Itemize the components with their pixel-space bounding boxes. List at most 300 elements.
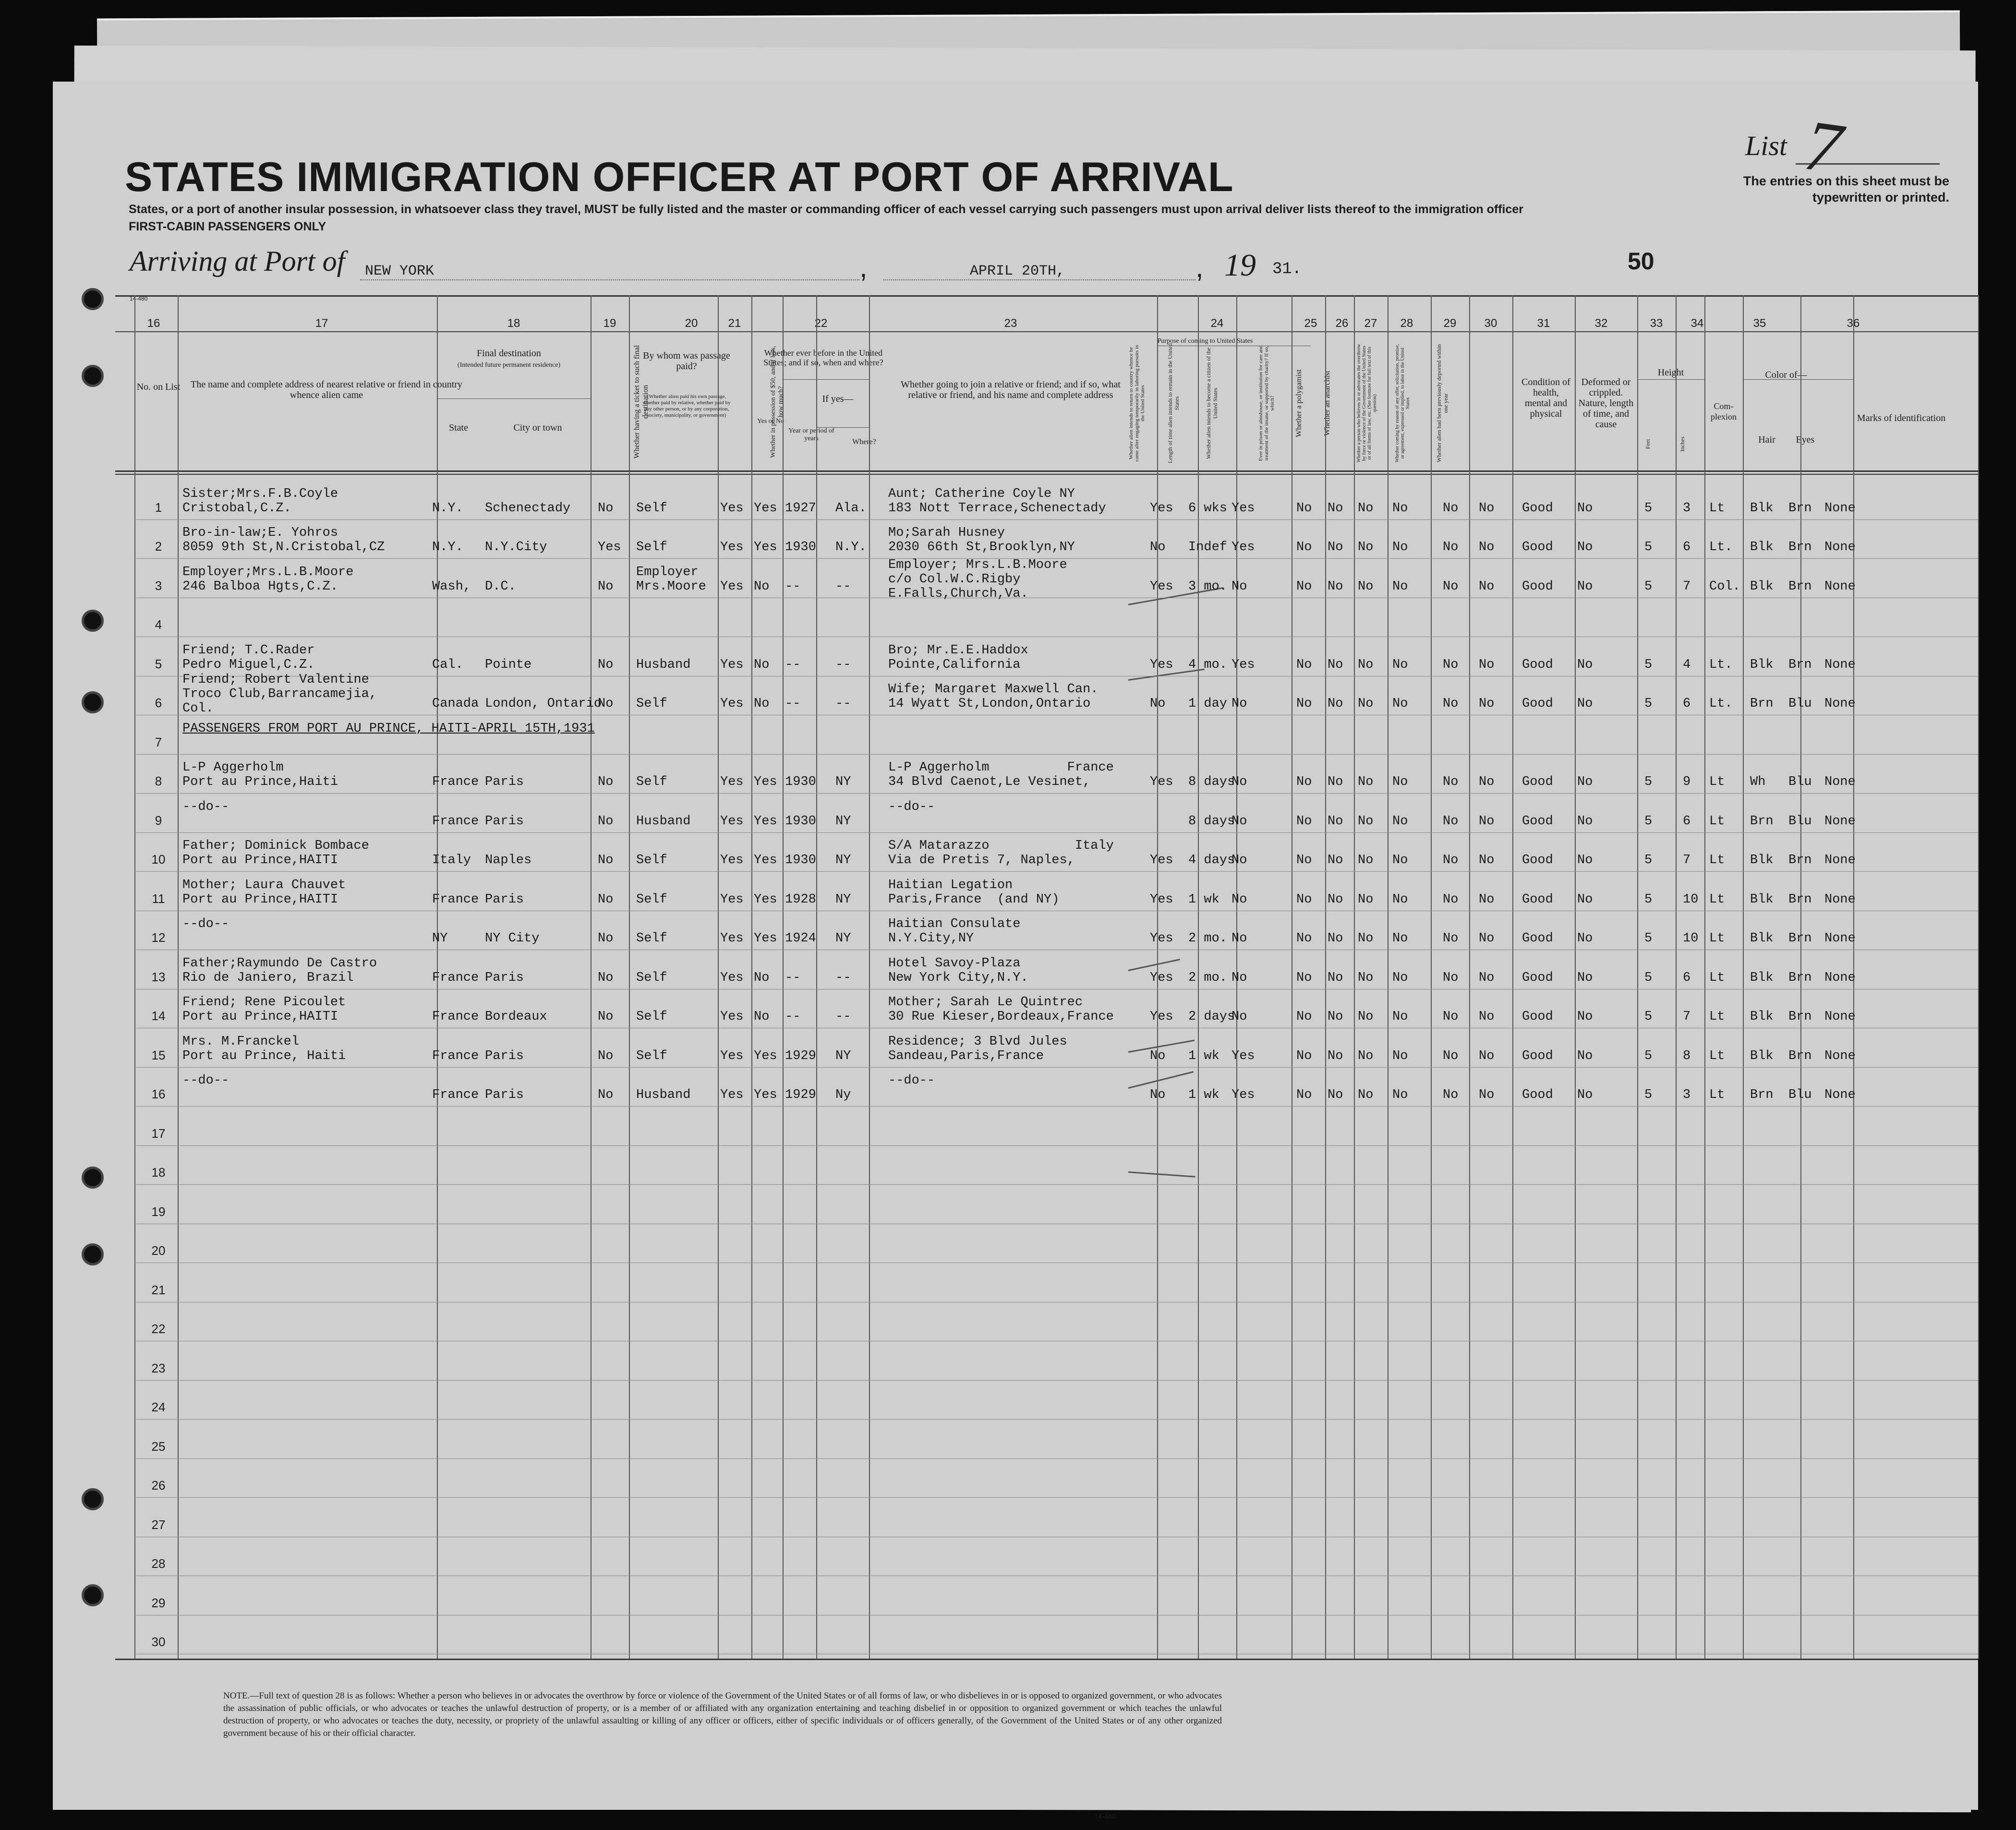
cell-feet: 5 bbox=[1644, 931, 1653, 946]
cell-q28: No bbox=[1392, 697, 1408, 711]
column-rule bbox=[178, 295, 179, 1659]
cell-q27: No bbox=[1358, 853, 1374, 867]
cell-inches: 3 bbox=[1683, 1088, 1691, 1102]
cell-join: Sandeau,Paris,France bbox=[888, 1048, 1044, 1063]
cell-q25: No bbox=[1296, 970, 1312, 985]
cell-where: Ny bbox=[835, 1088, 851, 1102]
column-rule bbox=[751, 295, 752, 1659]
column-rule bbox=[1637, 295, 1638, 1659]
cell-p1: Yes bbox=[1150, 657, 1173, 672]
row-rule bbox=[134, 871, 1978, 872]
row-number: 10 bbox=[151, 852, 166, 867]
cell-p2: 1 wk bbox=[1188, 1048, 1219, 1063]
header-passage-paid-note: (Whether alien paid his own passage, whether paid by relative, whether paid by any other person, or by any corporation, society, municipality, or government) bbox=[642, 394, 731, 418]
column-rule bbox=[1325, 295, 1326, 1659]
cell-q30: No bbox=[1479, 579, 1495, 594]
cell-q25: No bbox=[1296, 540, 1312, 554]
cell-q30: No bbox=[1479, 1088, 1495, 1102]
cell-q25: No bbox=[1296, 1088, 1312, 1102]
cell-p50: Yes bbox=[720, 931, 744, 946]
row-number: 18 bbox=[151, 1165, 166, 1180]
cell-q26: No bbox=[1328, 853, 1343, 867]
cell-p50: Yes bbox=[720, 1088, 744, 1102]
cell-ever: No bbox=[754, 579, 770, 594]
header-bottom-rule bbox=[115, 474, 1978, 475]
row-number: 6 bbox=[155, 696, 162, 710]
cell-p3: No bbox=[1231, 853, 1247, 867]
cell-health: Good bbox=[1522, 1048, 1553, 1063]
cell-year: -- bbox=[785, 579, 801, 594]
cell-q25: No bbox=[1296, 579, 1312, 594]
cell-paid: Husband bbox=[636, 814, 691, 829]
date-underline bbox=[883, 279, 1195, 280]
cell-q29: No bbox=[1443, 657, 1459, 672]
cell-marks: None bbox=[1824, 657, 1856, 672]
header-feet: Feet bbox=[1644, 439, 1651, 449]
cell-p2: 4 days bbox=[1188, 853, 1235, 867]
cell-q30: No bbox=[1479, 775, 1495, 789]
cell-q26: No bbox=[1328, 579, 1343, 594]
relative-address: Bro-in-law;E. Yohros bbox=[182, 526, 338, 540]
column-number: 24 bbox=[1210, 317, 1224, 330]
row-rule bbox=[134, 1106, 1978, 1107]
cell-p1: No bbox=[1150, 1048, 1166, 1063]
cell-inches: 4 bbox=[1683, 657, 1691, 672]
row-number: 23 bbox=[151, 1360, 166, 1375]
cell-ticket: No bbox=[598, 1088, 614, 1102]
cell-feet: 5 bbox=[1644, 657, 1653, 672]
cell-p3: Yes bbox=[1231, 657, 1255, 672]
cell-p3: No bbox=[1231, 697, 1247, 711]
cell-p3: No bbox=[1231, 775, 1247, 789]
cell-q29: No bbox=[1443, 1010, 1459, 1024]
cell-marks: None bbox=[1824, 775, 1856, 789]
cell-p1: No bbox=[1150, 540, 1166, 554]
cell-health: Good bbox=[1522, 501, 1553, 516]
row-number: 7 bbox=[155, 734, 162, 749]
cell-city: London, Ontario bbox=[485, 697, 602, 711]
cell-hair: Brn bbox=[1750, 697, 1774, 711]
cell-q27: No bbox=[1358, 1010, 1374, 1024]
cell-year: -- bbox=[785, 970, 801, 985]
footnote-question-28: NOTE.—Full text of question 28 is as follows: Whether a person who believes in or advocates the overthrow by force or violence of the Government of the United States or of all forms of law, or who disbelieves in or is opposed to organized government, or who advocates the assassination of public officials, or who advocates or teaches the unlawful destruction of property, or is a member of or affiliated with any organization entertaining and teaching disbelief in or opposition to organized government or which teaches the unlawful destruction of property, or who advocates or teaches the duty, necessity, or propriety of the unlawful assaulting or killing of any officer or officers, either of specific individuals or of officers generally, of the Government of the United States or of any other organized government because of his or their official character. bbox=[223, 1691, 1222, 1738]
cell-city: Paris bbox=[485, 1048, 524, 1063]
cell-q30: No bbox=[1479, 657, 1495, 672]
column-number: 25 bbox=[1304, 317, 1317, 330]
cell-ever: No bbox=[754, 697, 770, 711]
cell-q30: No bbox=[1479, 892, 1495, 907]
header-purpose-sub1: Whether alien intends to return to country whence he came after engaging temporarily in laboring pursuits in the United States bbox=[1128, 345, 1146, 462]
cell-q27: No bbox=[1358, 970, 1374, 985]
cell-q28: No bbox=[1392, 540, 1408, 554]
cell-state: NY bbox=[432, 931, 448, 946]
cell-state: France bbox=[432, 814, 479, 829]
relative-address: Port au Prince, Haiti bbox=[182, 1048, 346, 1063]
cell-p3: Yes bbox=[1231, 540, 1255, 554]
row-number: 9 bbox=[155, 813, 162, 828]
cell-ever: No bbox=[754, 970, 770, 985]
cell-p3: No bbox=[1231, 814, 1247, 829]
header-city: City or town bbox=[513, 422, 562, 433]
punch-hole bbox=[82, 1584, 104, 1606]
row-number: 4 bbox=[155, 617, 162, 632]
cell-p50: Yes bbox=[720, 814, 744, 829]
cell-complexion: Col. bbox=[1709, 579, 1740, 594]
column-number: 18 bbox=[507, 317, 520, 330]
header-marks: Marks of identification bbox=[1857, 413, 1946, 423]
cell-paid: Self bbox=[636, 1010, 667, 1024]
cell-city: Paris bbox=[485, 892, 524, 907]
cell-health: Good bbox=[1522, 1010, 1553, 1024]
cell-marks: None bbox=[1824, 814, 1856, 829]
cell-complexion: Lt bbox=[1709, 775, 1725, 789]
cell-feet: 5 bbox=[1644, 853, 1653, 867]
port-underline bbox=[360, 279, 859, 280]
cell-q25: No bbox=[1296, 775, 1312, 789]
cell-deformed: No bbox=[1577, 1048, 1593, 1063]
cell-q29: No bbox=[1443, 775, 1459, 789]
cell-p50: Yes bbox=[720, 697, 744, 711]
cell-q25: No bbox=[1296, 1010, 1312, 1024]
relative-address: L-P Aggerholm bbox=[182, 760, 284, 775]
row-number: 30 bbox=[151, 1635, 166, 1649]
manifest-sheet bbox=[53, 82, 1978, 1820]
cell-q30: No bbox=[1479, 540, 1495, 554]
row-number: 26 bbox=[151, 1478, 166, 1493]
cell-p2: 8 days bbox=[1188, 814, 1235, 829]
cell-inches: 10 bbox=[1683, 892, 1699, 907]
row-number: 8 bbox=[155, 774, 162, 788]
cell-year: 1930 bbox=[785, 814, 816, 829]
header-anarchist: Whether an anarchist bbox=[1323, 371, 1331, 436]
row-number: 13 bbox=[151, 969, 166, 984]
row-number: 12 bbox=[151, 930, 166, 945]
cell-year: 1928 bbox=[785, 892, 816, 907]
cell-join: 14 Wyatt St,London,Ontario bbox=[888, 697, 1091, 711]
cell-p2: 2 mo. bbox=[1188, 970, 1228, 985]
cell-eyes: Brn bbox=[1788, 501, 1812, 516]
cell-p2: 2 mo. bbox=[1188, 931, 1228, 946]
column-rule bbox=[1354, 295, 1355, 1659]
row-number: 11 bbox=[152, 891, 165, 906]
row-number: 2 bbox=[155, 539, 162, 554]
cell-ever: Yes bbox=[754, 931, 777, 946]
page-number: 50 bbox=[1628, 248, 1654, 275]
cell-q29: No bbox=[1443, 501, 1459, 516]
cell-p50: Yes bbox=[720, 579, 744, 594]
cell-paid: Self bbox=[636, 540, 667, 554]
cell-inches: 8 bbox=[1683, 1048, 1691, 1063]
column-number-rule bbox=[115, 331, 1978, 332]
cell-hair: Brn bbox=[1750, 814, 1774, 829]
cell-feet: 5 bbox=[1644, 501, 1653, 516]
cell-q30: No bbox=[1479, 1010, 1495, 1024]
cell-q28: No bbox=[1392, 501, 1408, 516]
cell-city: D.C. bbox=[485, 579, 516, 594]
punch-hole bbox=[82, 610, 104, 632]
cell-where: -- bbox=[835, 579, 851, 594]
cell-join: Via de Pretis 7, Naples, bbox=[888, 853, 1075, 867]
cell-complexion: Lt bbox=[1709, 814, 1725, 829]
cell-p50: Yes bbox=[720, 970, 744, 985]
cell-q28: No bbox=[1392, 931, 1408, 946]
row-number: 25 bbox=[151, 1439, 166, 1454]
column-number: 34 bbox=[1690, 317, 1704, 330]
header-q25: Ever in prison or almshouse, or institution for care and treatment of the insane, or supported by charity? If so, which? bbox=[1258, 345, 1275, 461]
cell-ever: Yes bbox=[754, 853, 777, 867]
cell-p2: 8 days bbox=[1188, 775, 1235, 789]
cell-deformed: No bbox=[1577, 853, 1593, 867]
cell-p3: No bbox=[1231, 931, 1247, 946]
cell-join: Haitian Consulate bbox=[888, 917, 1021, 931]
cell-q25: No bbox=[1296, 931, 1312, 946]
list-label: List bbox=[1745, 130, 1787, 161]
relative-address: Pedro Miguel,C.Z. bbox=[182, 657, 315, 672]
cell-p50: Yes bbox=[720, 540, 744, 554]
cell-q26: No bbox=[1328, 775, 1343, 789]
cell-eyes: Blu bbox=[1788, 1088, 1812, 1102]
cell-marks: None bbox=[1824, 1048, 1856, 1063]
cell-eyes: Blu bbox=[1788, 697, 1812, 711]
header-complexion: Com-plexion bbox=[1711, 401, 1737, 421]
cell-health: Good bbox=[1522, 657, 1553, 672]
cell-p50: Yes bbox=[720, 853, 744, 867]
row-number: 5 bbox=[155, 656, 162, 671]
punch-hole bbox=[82, 1488, 104, 1510]
column-rule bbox=[591, 295, 592, 1659]
cell-q29: No bbox=[1443, 970, 1459, 985]
column-rule bbox=[134, 295, 135, 1659]
cell-state: Italy bbox=[432, 853, 471, 867]
cell-where: -- bbox=[835, 657, 851, 672]
cell-complexion: Lt. bbox=[1709, 697, 1733, 711]
cell-feet: 5 bbox=[1644, 1010, 1653, 1024]
column-rule bbox=[1469, 295, 1470, 1659]
cell-where: Ala. bbox=[835, 501, 867, 516]
cell-q29: No bbox=[1443, 892, 1459, 907]
cell-feet: 5 bbox=[1644, 540, 1653, 554]
cell-marks: None bbox=[1824, 579, 1856, 594]
cell-deformed: No bbox=[1577, 1010, 1593, 1024]
cell-ticket: No bbox=[598, 892, 614, 907]
cell-where: NY bbox=[835, 1048, 851, 1063]
cell-q28: No bbox=[1392, 853, 1408, 867]
cell-q25: No bbox=[1296, 1048, 1312, 1063]
cell-year: 1930 bbox=[785, 775, 816, 789]
cell-deformed: No bbox=[1577, 540, 1593, 554]
header-if-yes: If yes— bbox=[822, 394, 854, 404]
cell-deformed: No bbox=[1577, 931, 1593, 946]
cell-marks: None bbox=[1824, 697, 1856, 711]
column-rule bbox=[816, 295, 817, 1659]
cell-ticket: No bbox=[598, 1048, 614, 1063]
punch-hole bbox=[82, 1167, 104, 1189]
cell-where: -- bbox=[835, 970, 851, 985]
relative-address: Father;Raymundo De Castro bbox=[182, 956, 377, 971]
cell-ever: Yes bbox=[754, 892, 777, 907]
cell-q25: No bbox=[1296, 501, 1312, 516]
relative-address: Father; Dominick Bombace bbox=[182, 839, 369, 853]
subheader-rule bbox=[437, 398, 591, 399]
cell-q28: No bbox=[1392, 1088, 1408, 1102]
cell-health: Good bbox=[1522, 853, 1553, 867]
cell-join: 34 Blvd Caenot,Le Vesinet, bbox=[888, 775, 1091, 789]
cell-p1: Yes bbox=[1150, 892, 1173, 907]
row-rule bbox=[134, 1145, 1978, 1146]
form-code: 14-480 bbox=[1095, 1812, 1116, 1820]
cell-where: N.Y. bbox=[835, 540, 867, 554]
row-number: 28 bbox=[151, 1556, 166, 1571]
cell-eyes: Blu bbox=[1788, 775, 1812, 789]
cell-q25: No bbox=[1296, 657, 1312, 672]
column-rule bbox=[629, 295, 630, 1659]
column-rule bbox=[869, 379, 870, 470]
cell-join: 2030 66th St,Brooklyn,NY bbox=[888, 540, 1075, 554]
form-code: 14-480 bbox=[130, 295, 148, 302]
cell-feet: 5 bbox=[1644, 1088, 1653, 1102]
pencil-check-mark bbox=[1128, 1071, 1194, 1089]
cell-p2: Indef bbox=[1188, 540, 1228, 554]
cell-q29: No bbox=[1443, 579, 1459, 594]
column-rule bbox=[816, 379, 817, 470]
cell-year: 1930 bbox=[785, 540, 816, 554]
cell-paid: Employer bbox=[636, 565, 699, 579]
relative-address: 8059 9th St,N.Cristobal,CZ bbox=[182, 540, 385, 554]
row-number: 17 bbox=[151, 1126, 166, 1141]
cell-complexion: Lt bbox=[1709, 931, 1725, 946]
relative-address: Troco Club,Barrancamejia, bbox=[182, 687, 377, 701]
cell-hair: Brn bbox=[1750, 1088, 1774, 1102]
relative-address: Port au Prince,HAITI bbox=[182, 1010, 338, 1024]
cell-p1: Yes bbox=[1150, 931, 1173, 946]
cell-ticket: No bbox=[598, 970, 614, 985]
cell-city: Bordeaux bbox=[485, 1010, 547, 1024]
arriving-label: Arriving at Port of bbox=[130, 245, 345, 277]
header-ever-before: Whether ever before in the United States; and if so, when and where? bbox=[763, 348, 883, 367]
cell-feet: 5 bbox=[1644, 579, 1653, 594]
cell-q28: No bbox=[1392, 892, 1408, 907]
relative-address: Employer;Mrs.L.B.Moore bbox=[182, 565, 354, 579]
cell-paid: Self bbox=[636, 1048, 667, 1063]
cell-q30: No bbox=[1479, 931, 1495, 946]
cell-ticket: Yes bbox=[598, 540, 621, 554]
cell-p2: 6 wks bbox=[1188, 501, 1228, 516]
year-prefix: 19 bbox=[1224, 248, 1256, 283]
cell-q29: No bbox=[1443, 931, 1459, 946]
cell-inches: 6 bbox=[1683, 970, 1691, 985]
cell-hair: Blk bbox=[1750, 540, 1774, 554]
row-number: 14 bbox=[151, 1009, 166, 1023]
header-q29: Whether coming by reason of any offer, solicitation, promise, or agreement, expressed or implied, to labor in the United States bbox=[1395, 344, 1411, 463]
cell-q26: No bbox=[1328, 970, 1343, 985]
cell-complexion: Lt bbox=[1709, 853, 1725, 867]
cell-p2: 3 mo. bbox=[1188, 579, 1228, 594]
cell-q30: No bbox=[1479, 814, 1495, 829]
column-number: 31 bbox=[1537, 317, 1550, 330]
relative-address: Friend; T.C.Rader bbox=[182, 643, 315, 658]
cell-city: Paris bbox=[485, 814, 524, 829]
relative-address: Port au Prince,HAITI bbox=[182, 853, 338, 867]
cell-q30: No bbox=[1479, 970, 1495, 985]
subheader-rule bbox=[1743, 379, 1853, 380]
header-rule bbox=[115, 295, 1978, 297]
cell-complexion: Lt bbox=[1709, 970, 1725, 985]
cell-p50: Yes bbox=[720, 501, 744, 516]
row-number: 22 bbox=[151, 1322, 166, 1336]
cell-p3: No bbox=[1231, 1010, 1247, 1024]
punch-hole bbox=[82, 365, 104, 387]
cell-join: c/o Col.W.C.Rigby bbox=[888, 572, 1021, 587]
punch-hole bbox=[82, 1243, 104, 1265]
cell-eyes: Brn bbox=[1788, 540, 1812, 554]
header-ticket: Whether having a ticket to such final destination bbox=[633, 345, 650, 459]
cell-hair: Blk bbox=[1750, 892, 1774, 907]
row-rule bbox=[134, 793, 1978, 794]
cell-city: Paris bbox=[485, 1088, 524, 1102]
column-number: 28 bbox=[1400, 317, 1413, 330]
cell-q26: No bbox=[1328, 814, 1343, 829]
row-number: 16 bbox=[151, 1087, 166, 1101]
header-state: State bbox=[449, 422, 468, 433]
row-rule bbox=[134, 519, 1978, 520]
cell-complexion: Lt bbox=[1709, 892, 1725, 907]
relative-address: --do-- bbox=[182, 1073, 229, 1088]
cell-health: Good bbox=[1522, 1088, 1553, 1102]
date-value: APRIL 20TH, bbox=[970, 263, 1065, 279]
cell-q30: No bbox=[1479, 501, 1495, 516]
cell-year: -- bbox=[785, 1010, 801, 1024]
relative-address: 246 Balboa Hgts,C.Z. bbox=[182, 579, 338, 594]
year-suffix: 31. bbox=[1272, 260, 1302, 278]
cell-feet: 5 bbox=[1644, 697, 1653, 711]
cell-eyes: Brn bbox=[1788, 1010, 1812, 1024]
row-number: 1 bbox=[155, 500, 162, 515]
relative-address: Cristobal,C.Z. bbox=[182, 501, 291, 516]
typewritten-notice: The entries on this sheet must be typewritten or printed. bbox=[1743, 174, 1949, 205]
row-rule bbox=[134, 1419, 1978, 1420]
cell-eyes: Brn bbox=[1788, 657, 1812, 672]
cell-marks: None bbox=[1824, 540, 1856, 554]
cell-q29: No bbox=[1443, 853, 1459, 867]
column-number: 26 bbox=[1335, 317, 1349, 330]
cell-ticket: No bbox=[598, 501, 614, 516]
column-number: 27 bbox=[1364, 317, 1377, 330]
cell-join: N.Y.City,NY bbox=[888, 931, 974, 946]
cell-health: Good bbox=[1522, 931, 1553, 946]
cell-marks: None bbox=[1824, 970, 1856, 985]
cell-q29: No bbox=[1443, 1048, 1459, 1063]
cell-eyes: Blu bbox=[1788, 814, 1812, 829]
header-no-on-list: No. on List bbox=[136, 382, 181, 392]
cell-eyes: Brn bbox=[1788, 579, 1812, 594]
cell-paid: Self bbox=[636, 775, 667, 789]
row-number: 19 bbox=[151, 1204, 166, 1219]
row-rule bbox=[134, 1458, 1978, 1459]
cell-state: France bbox=[432, 1088, 479, 1102]
cell-join: Pointe,California bbox=[888, 657, 1021, 672]
cell-year: 1929 bbox=[785, 1088, 816, 1102]
relative-address: Col. bbox=[182, 701, 214, 716]
relative-address: Mother; Laura Chauvet bbox=[182, 878, 346, 892]
header-height: Height bbox=[1657, 367, 1684, 378]
cell-paid: Self bbox=[636, 853, 667, 867]
cell-state: France bbox=[432, 970, 479, 985]
cell-q27: No bbox=[1358, 657, 1374, 672]
cell-feet: 5 bbox=[1644, 814, 1653, 829]
cell-year: 1924 bbox=[785, 931, 816, 946]
cell-ticket: No bbox=[598, 579, 614, 594]
subheader-rule bbox=[1637, 379, 1704, 380]
